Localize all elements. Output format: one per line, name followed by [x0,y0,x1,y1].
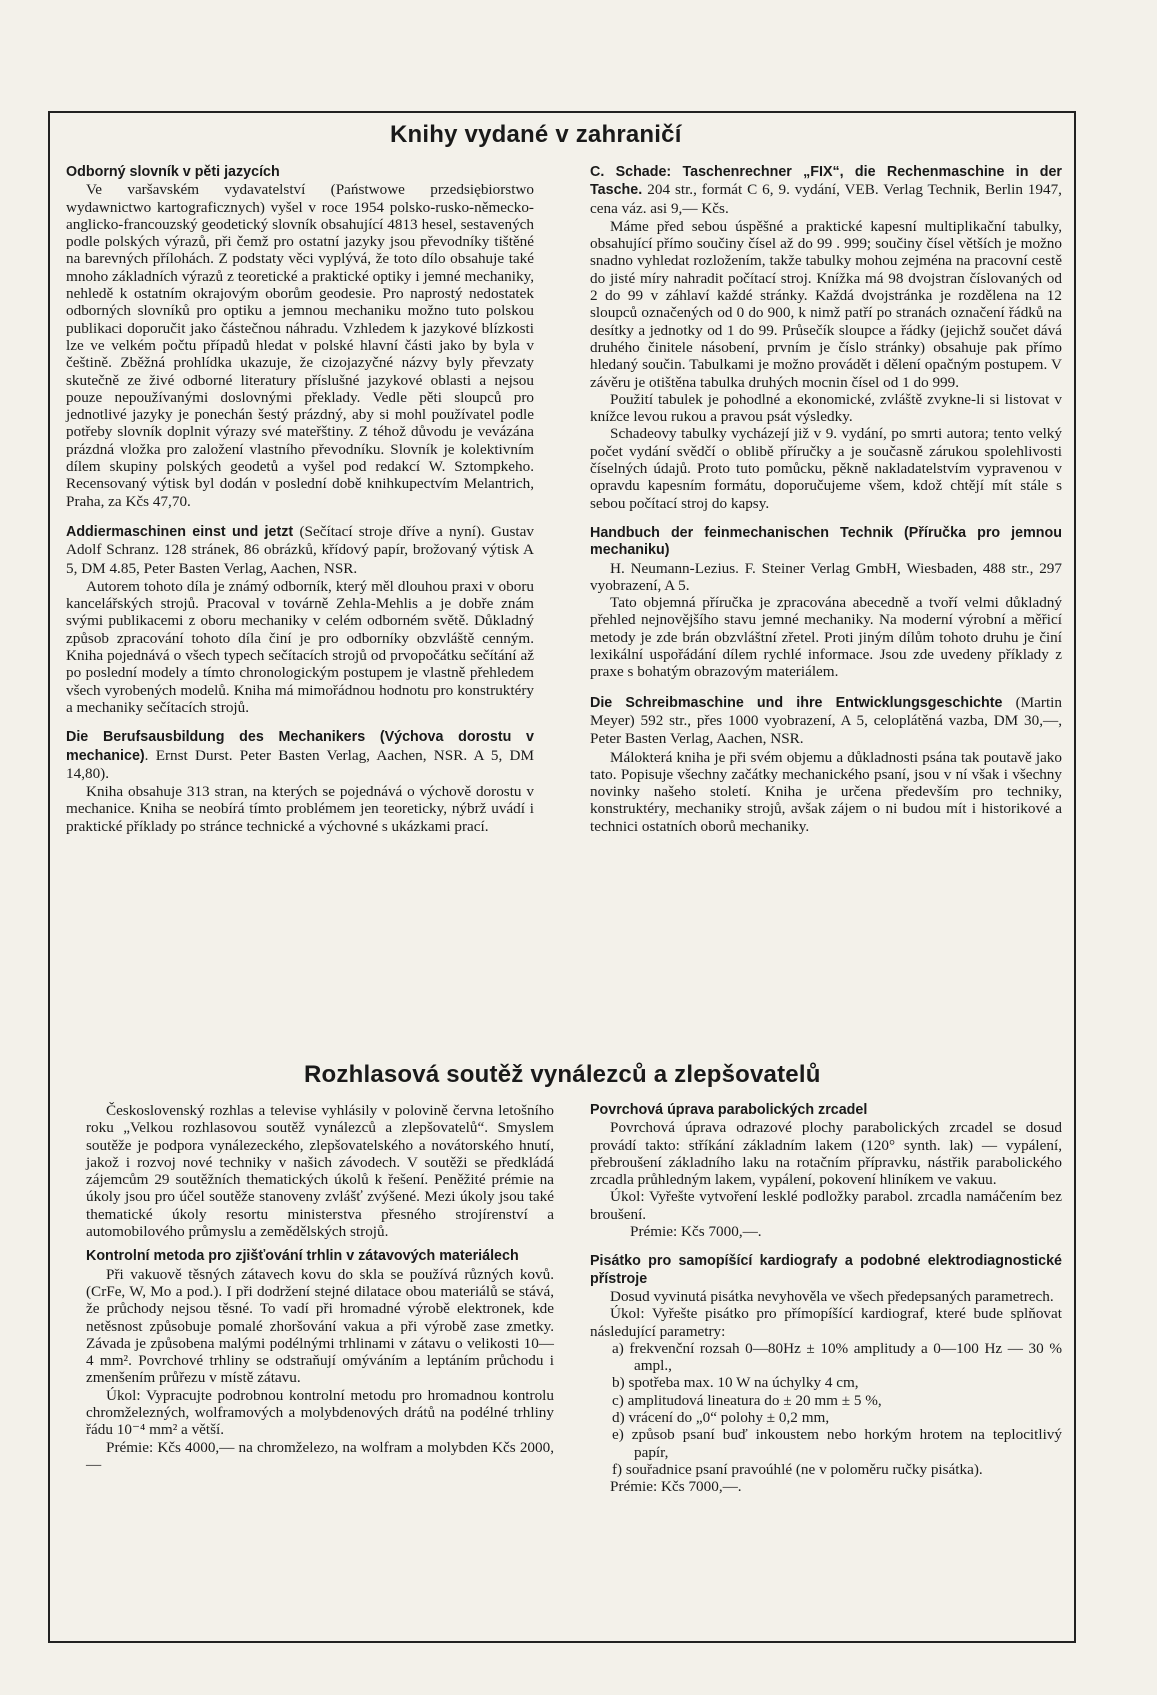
article-heading: Die Schreibmaschine und ihre Entwicklungsgeschichte (Martin Meyer) 592 str., přes 1000 vyobrazení, A 5, celoplátěná vazba, DM 30,—, Peter Basten Verlag, Aachen, NSR. [590,693,1062,748]
contest-intro: Československý rozhlas a televise vyhlásily v polovině června letošního roku „Velkou rozhlasovou soutěž vynálezců a zlepšovatelů“. Smyslem soutěže je podpora vynálezeckého, zlepšovatelského a novátorského hnutí, jakož i rozvoj nové techniky v našich závodech. V soutěži se předkládá zájemcům 29 soutěžních thematických úkolů k řešení. Peněžité prémie na úkoly jsou pro účel soutěže stanoveny zvlášť zvýšené. Mezi úkoly jsou také thematické úkoly resortu ministerstva přesného strojírenství a automobilového průmyslu a zemědělských strojů. [86,1102,554,1241]
article-paragraph: H. Neumann-Lezius. F. Steiner Verlag GmbH, Wiesbaden, 488 str., 297 vyobrazení, A 5. [590,559,1062,594]
task-text: Dosud vyvinutá pisátka nevyhověla ve všech předepsaných parametrech. [610,1287,1054,1305]
books-right-column [590,164,1062,835]
task-heading: Kontrolní metoda pro zjišťování trhlin v zátavových materiálech [86,1248,519,1265]
section-title-contest: Rozhlasová soutěž vynálezců a zlepšovatelů [304,1061,821,1088]
task-prize: Prémie: Kčs 7000,—. [630,1223,762,1241]
task-goal: Úkol: Vypracujte podrobnou kontrolní metodu pro hromadnou kontrolu chromželezných, wolframových a molybdenových drátů na podélné trhliny řádu 10⁻⁴ mm² a větší. [86,1386,554,1439]
parameter-item: f) souřadnice psaní pravoúhlé (ne v poloměru ručky pisátka). [612,1460,983,1478]
section-title-books: Knihy vydané v zahraničí [390,121,682,148]
article-heading: Handbuch der feinmechanischen Technik (Příručka pro jemnou mechaniku) [590,524,1062,559]
parameter-item: c) amplitudová lineatura do ± 20 mm ± 5 %, [612,1391,882,1409]
article-paragraph: Použití tabulek je pohodlné a ekonomické, zvláště zvykne-li si listovat v knížce levou rukou a pravou psát výsledky. [590,390,1062,426]
article-paragraph: Ve varšavském vydavatelství (Państwowe przedsiębiorstwo wydawnictwo kartograficznych) vyšel v roce 1954 polsko-rusko-německo-anglicko-francouzský geodetický slovník obsahující 4813 hesel, sestavených podle polských výrazů, při čemž pro ostatní jazyky jsou převodníky tištěné na barevných přílohách. Z podstaty věci vyplývá, že toto dílo obsahuje také mnoho základních výrazů z teoretické a praktické optiky i jemné mechaniky, nehledě k ostatním okrajovým oborům geodesie. Pro naprostý nedostatek odborných slovníků pro optiku a jemnou mechaniku možno tuto polskou publikaci doporučit jako částečnou náhradu. Vzhledem k jazykové blízkosti lze ve velkém počtu případů hledat v polské hlavní části jako by byla v češtině. Zběžná prohlídka ukazuje, že cizojazyčné názvy byly převzaty skutečně ze živé odborné literatury příslušné jazykové oblasti a nejsou pouze nepoužívanými doslovnými překlady. Vedle pěti sloupců pro jednotlivé jazyky je ponechán šestý prázdný, aby si mohl používatel podle potřeby slovník doplnit výrazy své mateřštiny. Z téhož důvodu je vevázána prázdná vložka pro založení vlastního převodníku. Slovník je kolektivním dílem skupiny polských geodetů a vyšel pod redakcí W. Sztompkeho. Recensovaný výtisk byl dodán v poslední době knihkupectvím Melantrich, Praha, za Kčs 47,70. [66,181,534,510]
task-prize: Prémie: Kčs 4000,— na chromželezo, na wolfram a molybden Kčs 2000,— [86,1438,554,1473]
article-paragraph: Autorem tohoto díla je známý odborník, který měl dlouhou praxi v oboru kancelářských strojů. Pracoval v továrně Zehla-Mehlis a je dobře znám svými publikacemi z oboru mechaniky v celém odborném světě. Důkladný způsob zpracování tohoto díla činí je pro odborníky obzvláště cenným. Kniha pojednává o všech typech sečítacích strojů od prvopočátku sečítání až po poslední modely a tímto chronologickým postupem je vlastně přehledem všech vyrobených modelů. Kniha má mimořádnou hodnotu pro konstruktéry a mechaniky sečítacích strojů. [66,577,534,716]
parameter-item: a) frekvenční rozsah 0—80Hz ± 10% amplitudy a 0—100 Hz — 30 % ampl., [612,1339,1062,1375]
task-prize: Prémie: Kčs 7000,—. [610,1478,742,1496]
task-heading: Povrchová úprava parabolických zrcadel [590,1102,868,1118]
parameter-item: e) způsob psaní buď inkoustem nebo horkým hrotem na teplocitlivý papír, [612,1426,1062,1461]
books-left-column [66,164,534,835]
parameter-item: d) vrácení do „0“ polohy ± 0,2 mm, [612,1409,830,1427]
task-goal: Úkol: Vyřešte pisátko pro přímopíšící kardiograf, které bude splňovat následující parametry: [590,1305,1062,1340]
task-text: Při vakuově těsných zátavech kovu do skla se používá různých kovů. (CrFe, W, Mo a pod.). I při dodržení stejné dilatace obou materiálů se stává, že průchody nejsou těsné. To vadí při hromadné výrobě elektronek, kde netěsnost způsobuje pomalé zhoršování vakua a při výrobě zase zmetky. Závada je způsobena malými podélnými trhlinami v zátavu o velikosti 10—4 mm². Povrchové trhliny se odstraňují omýváním a leptáním průchodu i zmenšením průřezu v místě zátavu. [86,1265,554,1387]
article-heading: C. Schade: Taschenrechner „FIX“, die Rechenmaschine in der Tasche. 204 str., formát C 6, 9. vydání, VEB. Verlag Technik, Berlin 1947, cena váz. asi 9,— Kčs. [590,164,1062,217]
article-paragraph: Kniha obsahuje 313 stran, na kterých se pojednává o výchově dorostu v mechanice. Kniha se neobírá tímto problémem jen teoreticky, nýbrž uvádí i praktické příklady po stránce technické a výchovné s ukázkami prací. [66,783,534,835]
parameter-item: b) spotřeba max. 10 W na úchylky 4 cm, [612,1374,859,1392]
page-frame [48,111,1076,1643]
article-paragraph: Schadeovy tabulky vycházejí již v 9. vydání, po smrti autora; tento velký počet vydání svědčí o oblibě příručky a je současně zárukou spolehlivosti číselných údajů. Proto tuto pomůcku, pěkně nakladatelstvím vypravenou v opravdu kapesním formátu, doporučujeme všem, kdož chtějí mít stále s sebou počítací stroj do kapsy. [590,425,1062,512]
article-paragraph: Máme před sebou úspěšné a praktické kapesní multiplikační tabulky, obsahující přímo součiny čísel až do 99 . 999; součiny čísel větších je možno snadno vyhledat rozložením, takže tabulky mohou zejména na pracovní cestě do jisté míry nahradit počítací stroj. Knížka má 98 dvojstran číslovaných od 2 do 99 v záhlaví každé stránky. Každá dvojstránka je rozdělena na 12 sloupců označených od 0 do 900, k nimž patří po stranách označení řádků na desítky a jednotky od 1 do 99. Průsečík sloupce a řádky (jejichž součet dává druhého činitele násobení, prvním je číslo stránky) obsahuje pak přímo hledaný součin. Tabulkami je možno provádět i dělení opačným postupem. V závěru je otištěna tabulka druhých mocnin čísel od 1 do 999. [590,217,1062,391]
article-paragraph: Tato objemná příručka je zpracována abecedně a tvoří velmi důkladný přehled nejnovějšího stavu jemné mechaniky. Na moderní výrobní a měřicí metody je zde brán obzvláštní zřetel. Proti jiným dílům tohoto druhu je činí lexikální uspořádání dílem rychlé informace. Jsou zde uvedeny příklady z praxe s bohatým obrazovým materiálem. [590,594,1062,681]
article-heading: Addiermaschinen einst und jetzt (Sečítací stroje dříve a nyní). Gustav Adolf Schranz. 128 stránek, 86 obrázků, křídový papír, brožovaný výtisk A 5, DM 4.85, Peter Basten Verlag, Aachen, NSR. [66,522,534,577]
task-heading: Pisátko pro samopíšící kardiografy a podobné elektrodiagnostické přístroje [590,1253,1062,1287]
task-text: Povrchová úprava odrazové plochy parabolických zrcadel se dosud provádí takto: stříkání základním lakem (120° synth. lak) — vypálení, přebroušení základního laku na rotačním přípravku, nástřik parabolického zrcadla průhledným lakem, vypálení, pokovení hliníkem ve vakuu. [590,1119,1062,1189]
article-heading: Die Berufsausbildung des Mechanikers (Výchova dorostu v mechanice). Ernst Durst. Peter Basten Verlag, Aachen, NSR. A 5, DM 14,80). [66,729,534,782]
article-heading: Odborný slovník v pěti jazycích [66,164,280,180]
contest-right-column [590,1102,1062,1496]
task-goal: Úkol: Vyřešte vytvoření lesklé podložky parabol. zrcadla namáčením bez broušení. [590,1188,1062,1223]
article-paragraph: Málokterá kniha je při svém objemu a důkladnosti psána tak poutavě jako tato. Popisuje všechny začátky mechanického psaní, jsou v ní však i všechny novinky našeho století. Kniha je určena především pro techniky, konstruktéry, mechaniky strojů, avšak zájem o ni budou mít i historikové a technici ostatních oborů mechaniky. [590,748,1062,835]
parameter-list [590,1340,1062,1478]
contest-left-column [86,1102,554,1473]
